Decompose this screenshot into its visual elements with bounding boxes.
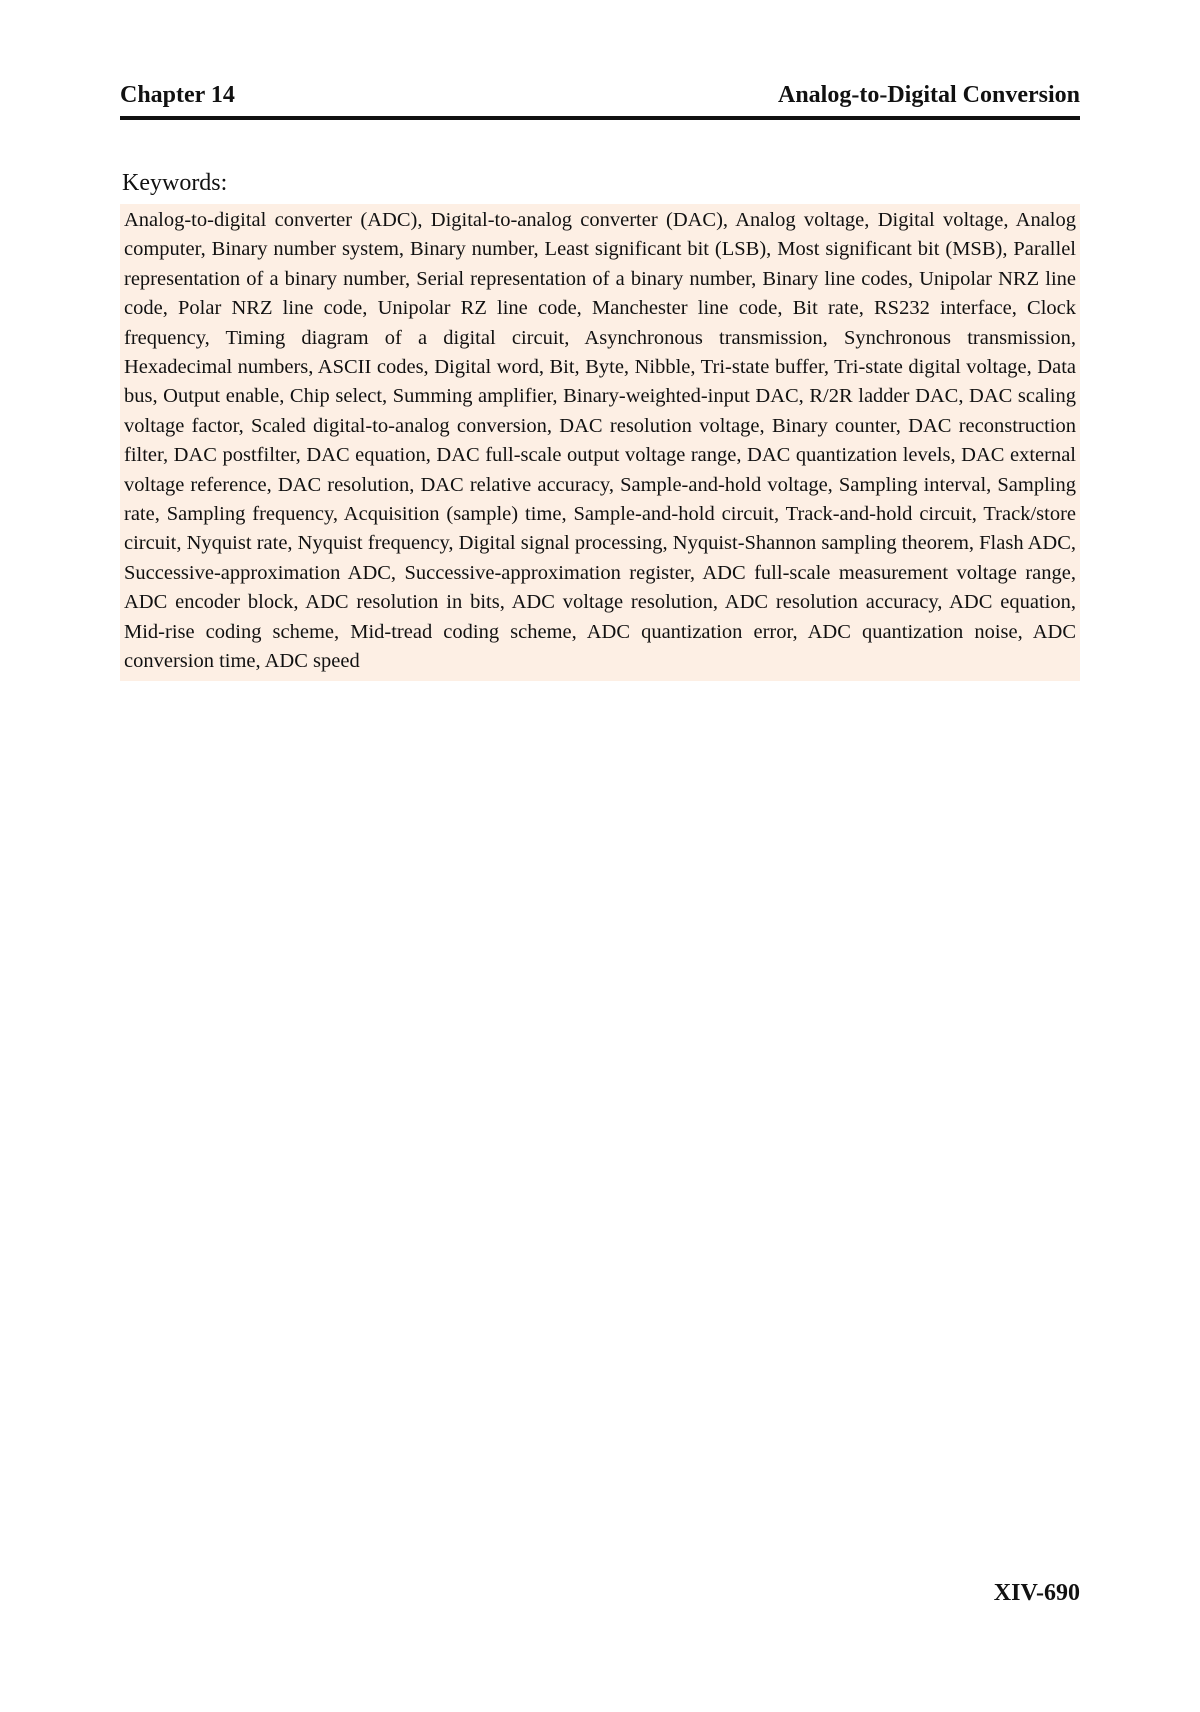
chapter-number: Chapter 14 xyxy=(120,82,235,108)
keywords-list: Analog-to-digital converter (ADC), Digital-to-analog converter (DAC), Analog voltage, Digital voltage, Analog computer, Binary number system, Binary number, Least significant bit (LSB), Most significant bit (MSB), Parallel representation of a binary number, Serial representation of a binary number, Binary line codes, Unipolar NRZ line code, Polar NRZ line code, Unipolar RZ line code, Manchester line code, Bit rate, RS232 interface, Clock frequency, Timing diagram of a digital circuit, Asynchronous transmission, Synchronous transmission, Hexadecimal numbers, ASCII codes, Digital word, Bit, Byte, Nibble, Tri-state buffer, Tri-state digital voltage, Data bus, Output enable, Chip select, Summing amplifier, Binary-weighted-input DAC, R/2R ladder DAC, DAC scaling voltage factor, Scaled digital-to-analog conversion, DAC resolution voltage, Binary counter, DAC reconstruction filter, DAC postfilter, DAC equation, DAC full-scale output voltage range, DAC quantization levels, DAC external voltage reference, DAC resolution, DAC relative accuracy, Sample-and-hold voltage, Sampling interval, Sampling rate, Sampling frequency, Acquisition (sample) time, Sample-and-hold circuit, Track-and-hold circuit, Track/store circuit, Nyquist rate, Nyquist frequency, Digital signal processing, Nyquist-Shannon sampling theorem, Flash ADC, Successive-approximation ADC, Successive-approximation register, ADC full-scale measurement voltage range, ADC encoder block, ADC resolution in bits, ADC voltage resolution, ADC resolution accuracy, ADC equation, Mid-rise coding scheme, Mid-tread coding scheme, ADC quantization error, ADC quantization noise, ADC conversion time, ADC speed xyxy=(120,204,1080,681)
chapter-title: Analog-to-Digital Conversion xyxy=(778,82,1080,108)
page-number: XIV-690 xyxy=(993,1580,1080,1606)
keywords-label: Keywords: xyxy=(122,170,228,196)
page-header xyxy=(120,80,1080,120)
